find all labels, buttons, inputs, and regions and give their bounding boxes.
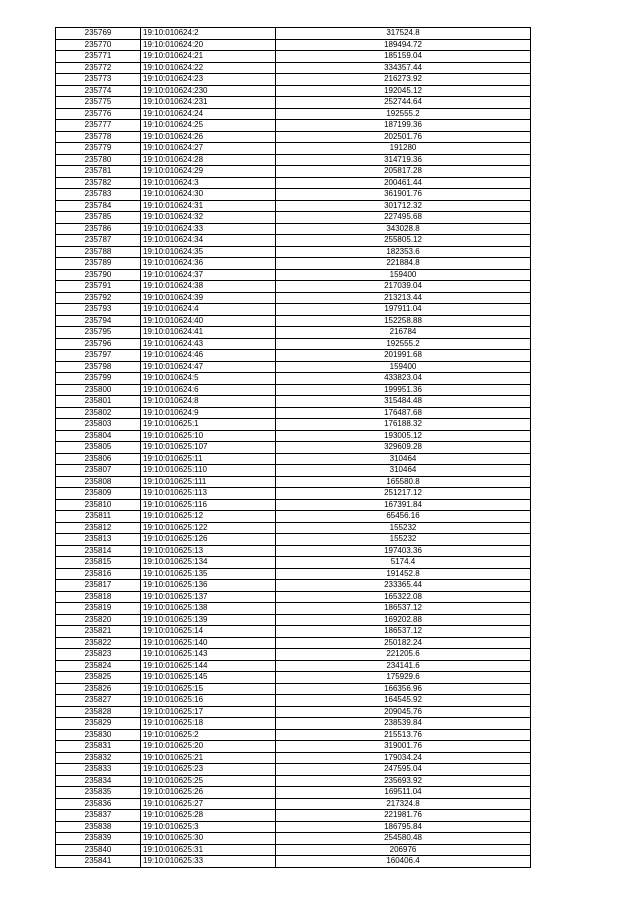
- row-id-cell: 235811: [56, 511, 141, 523]
- cadastral-number-cell: 19:10:010624:32: [141, 212, 276, 224]
- table-row: [56, 833, 531, 845]
- cadastral-number-cell: 19:10:010625:11: [141, 453, 276, 465]
- table-row: [56, 407, 531, 419]
- cadastral-number-cell: 19:10:010625:107: [141, 442, 276, 454]
- row-id-cell: 235840: [56, 844, 141, 856]
- row-id-cell: 235803: [56, 419, 141, 431]
- row-id-cell: 235797: [56, 350, 141, 362]
- cadastral-number-cell: 19:10:010625:20: [141, 741, 276, 753]
- table-row: [56, 200, 531, 212]
- table-row: [56, 396, 531, 408]
- value-cell: 193005.12: [276, 430, 531, 442]
- table-row: [56, 695, 531, 707]
- value-cell: 155232: [276, 522, 531, 534]
- table-row: [56, 465, 531, 477]
- table-row: [56, 85, 531, 97]
- row-id-cell: 235812: [56, 522, 141, 534]
- row-id-cell: 235783: [56, 189, 141, 201]
- value-cell: 250182.24: [276, 637, 531, 649]
- cadastral-number-cell: 19:10:010625:122: [141, 522, 276, 534]
- table-row: [56, 522, 531, 534]
- value-cell: 165322.08: [276, 591, 531, 603]
- row-id-cell: 235838: [56, 821, 141, 833]
- cadastral-number-cell: 19:10:010624:23: [141, 74, 276, 86]
- row-id-cell: 235780: [56, 154, 141, 166]
- cadastral-number-cell: 19:10:010624:25: [141, 120, 276, 132]
- table-row: [56, 304, 531, 316]
- table-row: [56, 580, 531, 592]
- cadastral-number-cell: 19:10:010624:27: [141, 143, 276, 155]
- value-cell: 165580.8: [276, 476, 531, 488]
- value-cell: 221981.76: [276, 810, 531, 822]
- table-row: [56, 442, 531, 454]
- table-row: [56, 350, 531, 362]
- row-id-cell: 235825: [56, 672, 141, 684]
- value-cell: 202501.76: [276, 131, 531, 143]
- table-row: [56, 97, 531, 109]
- table-row: [56, 28, 531, 40]
- row-id-cell: 235830: [56, 729, 141, 741]
- cadastral-number-cell: 19:10:010625:134: [141, 557, 276, 569]
- table-row: [56, 189, 531, 201]
- cadastral-number-cell: 19:10:010624:40: [141, 315, 276, 327]
- value-cell: 317524.8: [276, 28, 531, 40]
- cadastral-number-cell: 19:10:010624:36: [141, 258, 276, 270]
- table-row: [56, 62, 531, 74]
- row-id-cell: 235828: [56, 706, 141, 718]
- row-id-cell: 235773: [56, 74, 141, 86]
- cadastral-number-cell: 19:10:010624:46: [141, 350, 276, 362]
- cadastral-number-cell: 19:10:010625:10: [141, 430, 276, 442]
- row-id-cell: 235833: [56, 764, 141, 776]
- row-id-cell: 235796: [56, 338, 141, 350]
- row-id-cell: 235789: [56, 258, 141, 270]
- value-cell: 5174.4: [276, 557, 531, 569]
- row-id-cell: 235827: [56, 695, 141, 707]
- row-id-cell: 235809: [56, 488, 141, 500]
- value-cell: 221884.8: [276, 258, 531, 270]
- table-row: [56, 419, 531, 431]
- row-id-cell: 235778: [56, 131, 141, 143]
- table-row: [56, 269, 531, 281]
- row-id-cell: 235804: [56, 430, 141, 442]
- row-id-cell: 235802: [56, 407, 141, 419]
- value-cell: 169202.88: [276, 614, 531, 626]
- table-row: [56, 74, 531, 86]
- value-cell: 301712.32: [276, 200, 531, 212]
- value-cell: 175929.6: [276, 672, 531, 684]
- row-id-cell: 235821: [56, 626, 141, 638]
- table-row: [56, 51, 531, 63]
- value-cell: 252744.64: [276, 97, 531, 109]
- row-id-cell: 235806: [56, 453, 141, 465]
- cadastral-number-cell: 19:10:010624:24: [141, 108, 276, 120]
- value-cell: 201991.68: [276, 350, 531, 362]
- row-id-cell: 235794: [56, 315, 141, 327]
- row-id-cell: 235818: [56, 591, 141, 603]
- table-row: [56, 120, 531, 132]
- table-row: [56, 246, 531, 258]
- row-id-cell: 235834: [56, 775, 141, 787]
- value-cell: 206976: [276, 844, 531, 856]
- cadastral-number-cell: 19:10:010625:144: [141, 660, 276, 672]
- value-cell: 185159.04: [276, 51, 531, 63]
- cadastral-number-cell: 19:10:010624:3: [141, 177, 276, 189]
- table-row: [56, 154, 531, 166]
- value-cell: 169511.04: [276, 787, 531, 799]
- data-table: [55, 27, 531, 868]
- cadastral-number-cell: 19:10:010625:126: [141, 534, 276, 546]
- cadastral-number-cell: 19:10:010625:31: [141, 844, 276, 856]
- table-row: [56, 649, 531, 661]
- table-row: [56, 476, 531, 488]
- cadastral-number-cell: 19:10:010625:25: [141, 775, 276, 787]
- row-id-cell: 235835: [56, 787, 141, 799]
- table-row: [56, 798, 531, 810]
- row-id-cell: 235805: [56, 442, 141, 454]
- table-row: [56, 281, 531, 293]
- table-row: [56, 511, 531, 523]
- row-id-cell: 235790: [56, 269, 141, 281]
- row-id-cell: 235841: [56, 856, 141, 868]
- value-cell: 217324.8: [276, 798, 531, 810]
- document-page: [55, 27, 531, 868]
- table-row: [56, 729, 531, 741]
- table-row: [56, 327, 531, 339]
- table-row: [56, 626, 531, 638]
- row-id-cell: 235807: [56, 465, 141, 477]
- row-id-cell: 235792: [56, 292, 141, 304]
- cadastral-number-cell: 19:10:010624:34: [141, 235, 276, 247]
- value-cell: 186537.12: [276, 603, 531, 615]
- row-id-cell: 235771: [56, 51, 141, 63]
- value-cell: 160406.4: [276, 856, 531, 868]
- row-id-cell: 235817: [56, 580, 141, 592]
- cadastral-number-cell: 19:10:010624:26: [141, 131, 276, 143]
- value-cell: 209045.76: [276, 706, 531, 718]
- row-id-cell: 235815: [56, 557, 141, 569]
- cadastral-number-cell: 19:10:010624:43: [141, 338, 276, 350]
- cadastral-number-cell: 19:10:010624:6: [141, 384, 276, 396]
- table-row: [56, 660, 531, 672]
- value-cell: 361901.76: [276, 189, 531, 201]
- cadastral-number-cell: 19:10:010624:37: [141, 269, 276, 281]
- row-id-cell: 235837: [56, 810, 141, 822]
- cadastral-number-cell: 19:10:010625:13: [141, 545, 276, 557]
- table-row: [56, 488, 531, 500]
- cadastral-number-cell: 19:10:010624:21: [141, 51, 276, 63]
- row-id-cell: 235823: [56, 649, 141, 661]
- row-id-cell: 235813: [56, 534, 141, 546]
- cadastral-number-cell: 19:10:010624:2: [141, 28, 276, 40]
- table-row: [56, 821, 531, 833]
- cadastral-number-cell: 19:10:010625:111: [141, 476, 276, 488]
- row-id-cell: 235788: [56, 246, 141, 258]
- cadastral-number-cell: 19:10:010625:21: [141, 752, 276, 764]
- value-cell: 197403.36: [276, 545, 531, 557]
- cadastral-number-cell: 19:10:010624:41: [141, 327, 276, 339]
- row-id-cell: 235776: [56, 108, 141, 120]
- cadastral-number-cell: 19:10:010624:8: [141, 396, 276, 408]
- cadastral-number-cell: 19:10:010625:136: [141, 580, 276, 592]
- table-row: [56, 718, 531, 730]
- value-cell: 255805.12: [276, 235, 531, 247]
- cadastral-number-cell: 19:10:010624:39: [141, 292, 276, 304]
- cadastral-number-cell: 19:10:010624:9: [141, 407, 276, 419]
- value-cell: 329609.28: [276, 442, 531, 454]
- row-id-cell: 235826: [56, 683, 141, 695]
- value-cell: 310464: [276, 453, 531, 465]
- table-row: [56, 706, 531, 718]
- value-cell: 191452.8: [276, 568, 531, 580]
- value-cell: 334357.44: [276, 62, 531, 74]
- cadastral-number-cell: 19:10:010625:17: [141, 706, 276, 718]
- cadastral-number-cell: 19:10:010625:110: [141, 465, 276, 477]
- row-id-cell: 235836: [56, 798, 141, 810]
- table-row: [56, 545, 531, 557]
- row-id-cell: 235781: [56, 166, 141, 178]
- value-cell: 186537.12: [276, 626, 531, 638]
- value-cell: 199951.36: [276, 384, 531, 396]
- row-id-cell: 235772: [56, 62, 141, 74]
- value-cell: 235693.92: [276, 775, 531, 787]
- value-cell: 164545.92: [276, 695, 531, 707]
- row-id-cell: 235784: [56, 200, 141, 212]
- row-id-cell: 235769: [56, 28, 141, 40]
- value-cell: 343028.8: [276, 223, 531, 235]
- value-cell: 227495.68: [276, 212, 531, 224]
- row-id-cell: 235795: [56, 327, 141, 339]
- value-cell: 176487.68: [276, 407, 531, 419]
- value-cell: 314719.36: [276, 154, 531, 166]
- table-row: [56, 131, 531, 143]
- table-row: [56, 143, 531, 155]
- row-id-cell: 235782: [56, 177, 141, 189]
- table-row: [56, 223, 531, 235]
- value-cell: 186795.84: [276, 821, 531, 833]
- cadastral-number-cell: 19:10:010625:3: [141, 821, 276, 833]
- table-row: [56, 315, 531, 327]
- table-row: [56, 764, 531, 776]
- row-id-cell: 235775: [56, 97, 141, 109]
- table-row: [56, 453, 531, 465]
- cadastral-number-cell: 19:10:010625:23: [141, 764, 276, 776]
- row-id-cell: 235819: [56, 603, 141, 615]
- value-cell: 189494.72: [276, 39, 531, 51]
- value-cell: 221205.6: [276, 649, 531, 661]
- table-row: [56, 499, 531, 511]
- table-row: [56, 741, 531, 753]
- cadastral-number-cell: 19:10:010624:38: [141, 281, 276, 293]
- value-cell: 200461.44: [276, 177, 531, 189]
- cadastral-number-cell: 19:10:010624:231: [141, 97, 276, 109]
- value-cell: 192045.12: [276, 85, 531, 97]
- table-row: [56, 384, 531, 396]
- row-id-cell: 235824: [56, 660, 141, 672]
- row-id-cell: 235822: [56, 637, 141, 649]
- value-cell: 176188.32: [276, 419, 531, 431]
- row-id-cell: 235774: [56, 85, 141, 97]
- table-row: [56, 235, 531, 247]
- table-row: [56, 591, 531, 603]
- cadastral-number-cell: 19:10:010625:27: [141, 798, 276, 810]
- table-row: [56, 212, 531, 224]
- row-id-cell: 235779: [56, 143, 141, 155]
- value-cell: 197911.04: [276, 304, 531, 316]
- cadastral-number-cell: 19:10:010624:33: [141, 223, 276, 235]
- value-cell: 192555.2: [276, 108, 531, 120]
- table-row: [56, 258, 531, 270]
- value-cell: 167391.84: [276, 499, 531, 511]
- cadastral-number-cell: 19:10:010625:18: [141, 718, 276, 730]
- value-cell: 310464: [276, 465, 531, 477]
- value-cell: 215513.76: [276, 729, 531, 741]
- table-row: [56, 39, 531, 51]
- cadastral-number-cell: 19:10:010624:230: [141, 85, 276, 97]
- value-cell: 234141.6: [276, 660, 531, 672]
- row-id-cell: 235786: [56, 223, 141, 235]
- cadastral-number-cell: 19:10:010625:14: [141, 626, 276, 638]
- cadastral-number-cell: 19:10:010625:1: [141, 419, 276, 431]
- table-row: [56, 430, 531, 442]
- table-row: [56, 534, 531, 546]
- table-row: [56, 373, 531, 385]
- cadastral-number-cell: 19:10:010625:145: [141, 672, 276, 684]
- table-row: [56, 856, 531, 868]
- value-cell: 213213.44: [276, 292, 531, 304]
- cadastral-number-cell: 19:10:010625:33: [141, 856, 276, 868]
- value-cell: 166356.96: [276, 683, 531, 695]
- row-id-cell: 235810: [56, 499, 141, 511]
- table-row: [56, 177, 531, 189]
- table-row: [56, 361, 531, 373]
- table-row: [56, 672, 531, 684]
- cadastral-number-cell: 19:10:010624:29: [141, 166, 276, 178]
- table-row: [56, 338, 531, 350]
- row-id-cell: 235787: [56, 235, 141, 247]
- row-id-cell: 235800: [56, 384, 141, 396]
- table-row: [56, 683, 531, 695]
- row-id-cell: 235829: [56, 718, 141, 730]
- cadastral-number-cell: 19:10:010625:135: [141, 568, 276, 580]
- row-id-cell: 235820: [56, 614, 141, 626]
- table-row: [56, 637, 531, 649]
- cadastral-number-cell: 19:10:010625:116: [141, 499, 276, 511]
- row-id-cell: 235798: [56, 361, 141, 373]
- value-cell: 155232: [276, 534, 531, 546]
- cadastral-number-cell: 19:10:010624:28: [141, 154, 276, 166]
- value-cell: 216784: [276, 327, 531, 339]
- cadastral-number-cell: 19:10:010624:31: [141, 200, 276, 212]
- value-cell: 182353.6: [276, 246, 531, 258]
- row-id-cell: 235801: [56, 396, 141, 408]
- table-body: [56, 28, 531, 868]
- cadastral-number-cell: 19:10:010624:30: [141, 189, 276, 201]
- cadastral-number-cell: 19:10:010625:143: [141, 649, 276, 661]
- value-cell: 433823.04: [276, 373, 531, 385]
- cadastral-number-cell: 19:10:010625:12: [141, 511, 276, 523]
- cadastral-number-cell: 19:10:010624:5: [141, 373, 276, 385]
- table-row: [56, 603, 531, 615]
- cadastral-number-cell: 19:10:010625:2: [141, 729, 276, 741]
- cadastral-number-cell: 19:10:010625:139: [141, 614, 276, 626]
- value-cell: 152258.88: [276, 315, 531, 327]
- value-cell: 247595.04: [276, 764, 531, 776]
- table-row: [56, 166, 531, 178]
- row-id-cell: 235816: [56, 568, 141, 580]
- table-row: [56, 810, 531, 822]
- row-id-cell: 235770: [56, 39, 141, 51]
- cadastral-number-cell: 19:10:010625:26: [141, 787, 276, 799]
- row-id-cell: 235793: [56, 304, 141, 316]
- row-id-cell: 235814: [56, 545, 141, 557]
- value-cell: 319001.76: [276, 741, 531, 753]
- row-id-cell: 235839: [56, 833, 141, 845]
- table-row: [56, 775, 531, 787]
- cadastral-number-cell: 19:10:010625:28: [141, 810, 276, 822]
- cadastral-number-cell: 19:10:010624:4: [141, 304, 276, 316]
- value-cell: 205817.28: [276, 166, 531, 178]
- value-cell: 254580.48: [276, 833, 531, 845]
- value-cell: 187199.36: [276, 120, 531, 132]
- row-id-cell: 235785: [56, 212, 141, 224]
- value-cell: 191280: [276, 143, 531, 155]
- table-row: [56, 568, 531, 580]
- cadastral-number-cell: 19:10:010625:138: [141, 603, 276, 615]
- row-id-cell: 235799: [56, 373, 141, 385]
- row-id-cell: 235808: [56, 476, 141, 488]
- cadastral-number-cell: 19:10:010625:15: [141, 683, 276, 695]
- value-cell: 192555.2: [276, 338, 531, 350]
- row-id-cell: 235777: [56, 120, 141, 132]
- value-cell: 159400: [276, 269, 531, 281]
- row-id-cell: 235831: [56, 741, 141, 753]
- value-cell: 251217.12: [276, 488, 531, 500]
- value-cell: 315484.48: [276, 396, 531, 408]
- cadastral-number-cell: 19:10:010625:30: [141, 833, 276, 845]
- value-cell: 65456.16: [276, 511, 531, 523]
- cadastral-number-cell: 19:10:010625:113: [141, 488, 276, 500]
- cadastral-number-cell: 19:10:010625:140: [141, 637, 276, 649]
- value-cell: 179034.24: [276, 752, 531, 764]
- cadastral-number-cell: 19:10:010624:20: [141, 39, 276, 51]
- table-row: [56, 752, 531, 764]
- row-id-cell: 235832: [56, 752, 141, 764]
- table-row: [56, 557, 531, 569]
- table-row: [56, 614, 531, 626]
- table-row: [56, 108, 531, 120]
- row-id-cell: 235791: [56, 281, 141, 293]
- table-row: [56, 292, 531, 304]
- table-row: [56, 787, 531, 799]
- cadastral-number-cell: 19:10:010625:137: [141, 591, 276, 603]
- value-cell: 233365.44: [276, 580, 531, 592]
- table-row: [56, 844, 531, 856]
- cadastral-number-cell: 19:10:010624:47: [141, 361, 276, 373]
- value-cell: 216273.92: [276, 74, 531, 86]
- cadastral-number-cell: 19:10:010624:22: [141, 62, 276, 74]
- cadastral-number-cell: 19:10:010624:35: [141, 246, 276, 258]
- cadastral-number-cell: 19:10:010625:16: [141, 695, 276, 707]
- value-cell: 159400: [276, 361, 531, 373]
- value-cell: 217039.04: [276, 281, 531, 293]
- value-cell: 238539.84: [276, 718, 531, 730]
